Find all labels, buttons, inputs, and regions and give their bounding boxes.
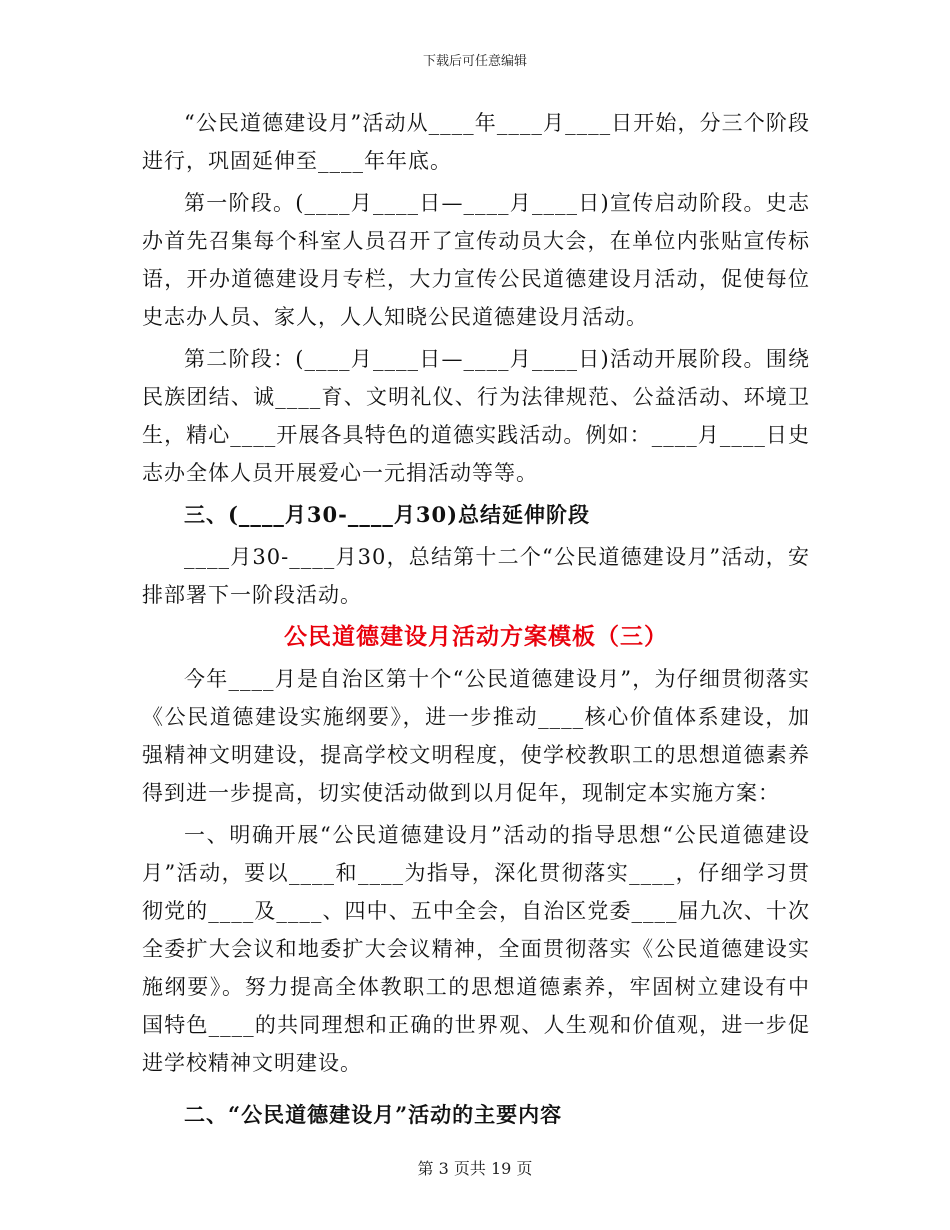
paragraph-phase-one: 第一阶段。(____月____日—____月____日)宣传启动阶段。史志办首先召集每个科室人员召开了宣传动员大会，在单位内张贴宣传标语，开办道德建设月专栏，大力宣传公民道德建设月活动，促使每位史志办人员、家人，人人知晓公民道德建设月活动。 [142,191,810,329]
paragraph-guiding-thought: 一、明确开展“公民道德建设月”活动的指导思想“公民道德建设月”活动，要以____和____为指导，深化贯彻落实____，仔细学习贯彻党的____及____、四中、五中全会，自治区党委____届九次、十次全委扩大会议和地委扩大会议精神，全面贯彻落实《公民道德建设实施纲要》。努力提高全体教职工的思想道德素养，牢固树立建设有中国特色____的共同理想和正确的世界观、人生观和价值观，进一步促进学校精神文明建设。 [142,823,810,1075]
paragraph-phase-three: ____月30-____月30，总结第十二个“公民道德建设月”活动，安排部署下一阶段活动。 [142,545,810,607]
section-title: 公民道德建设月活动方案模板（三） [284,623,668,650]
paragraph-intro: 今年____月是自治区第十个“公民道德建设月”，为仔细贯彻落实《公民道德建设实施纲要》，进一步推动____核心价值体系建设，加强精神文明建设，提高学校文明程度，使学校教职工的思想道德素养得到进一步提高，切实使活动做到以月促年，现制定本实施方案： [142,667,810,805]
document-body [142,104,810,1134]
page-header: 下载后可任意编辑 [422,54,527,69]
paragraph-phase-three-title: 三、(____月30-____月30)总结延伸阶段 [184,502,591,527]
paragraph-main-content-title: 二、“公民道德建设月”活动的主要内容 [184,1102,563,1127]
paragraph-phase-two: 第二阶段：(____月____日—____月____日)活动开展阶段。围绕民族团结、诚____育、文明礼仪、行为法律规范、公益活动、环境卫生，精心____开展各具特色的道德实践活动。例如：____月____日史志办全体人员开展爱心一元捐活动等等。 [142,347,810,485]
paragraph-schedule: “公民道德建设月”活动从____年____月____日开始，分三个阶段进行，巩固延伸至____年年底。 [142,111,810,173]
page-footer: 第 3 页共 19 页 [417,1159,533,1178]
